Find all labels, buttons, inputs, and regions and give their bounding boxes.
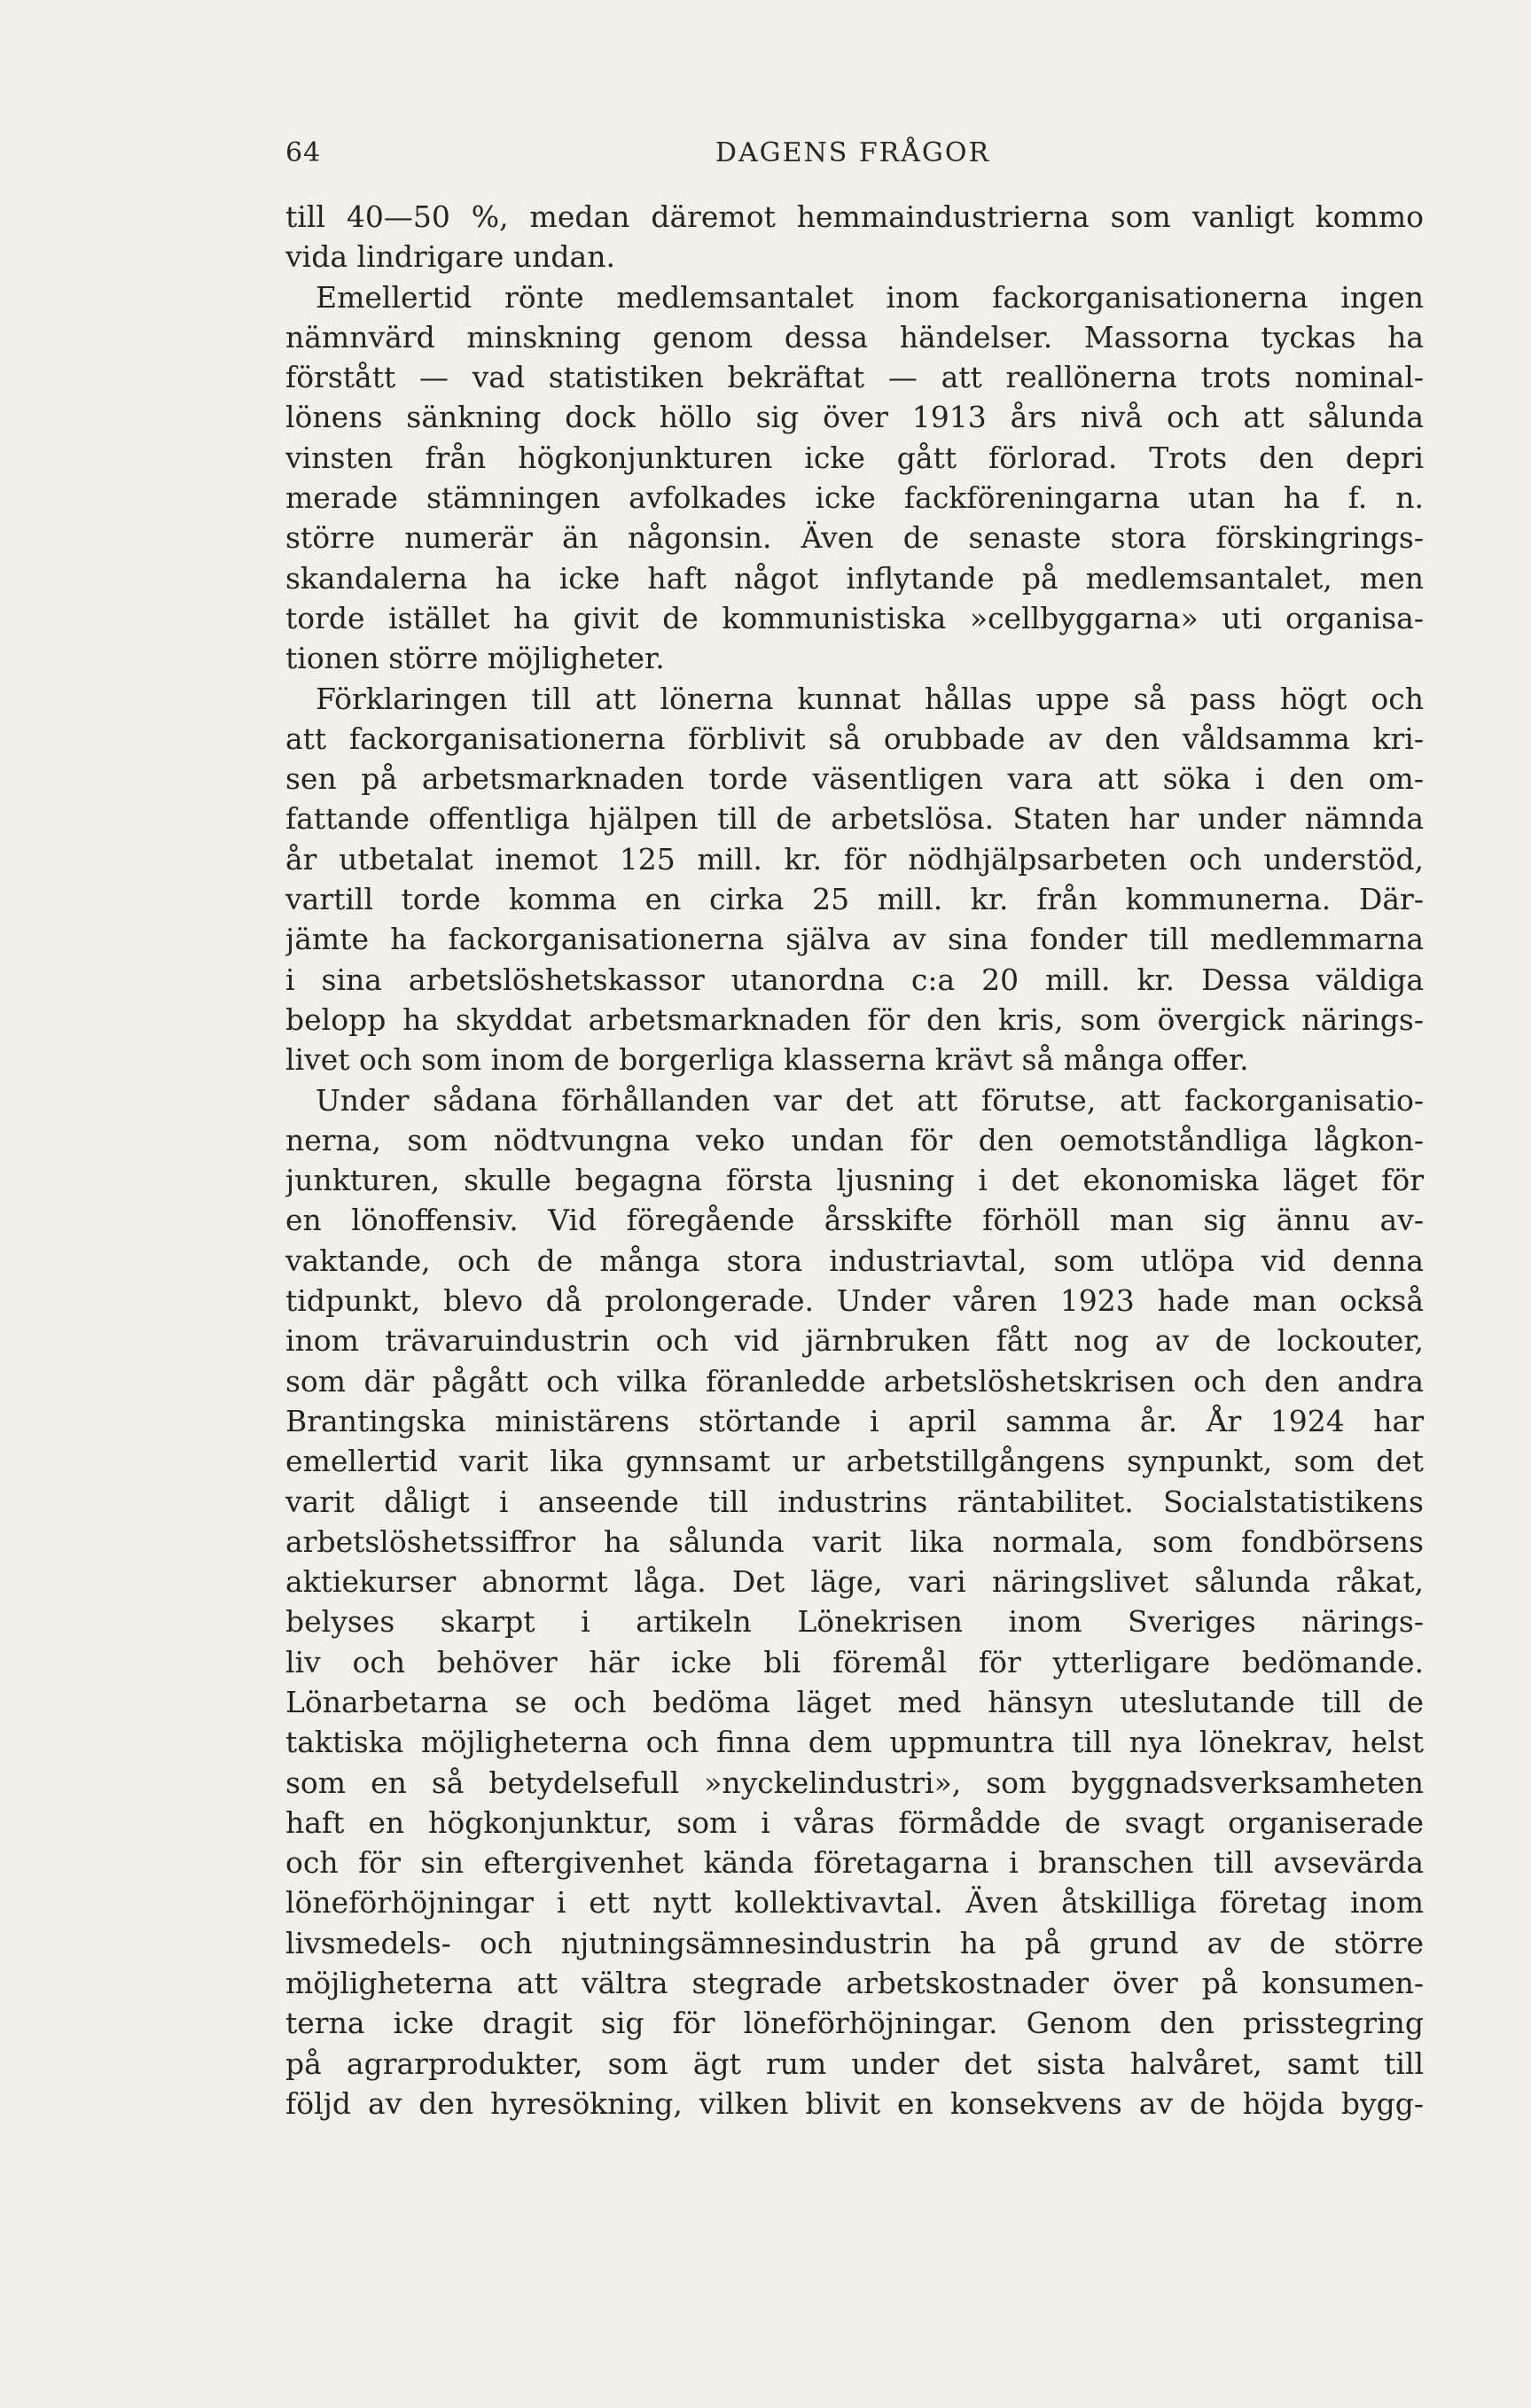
text-line: livet och som inom de borgerliga klasserna krävt så många offer.	[285, 1042, 1249, 1078]
text-line: följd av den hyresökning, vilken blivit en konsekvens av de höjda bygg-	[285, 2085, 1424, 2121]
text-line: att fackorganisationerna förblivit så orubbade av den våldsamma kri-	[285, 721, 1424, 756]
text-line: varit dåligt i anseende till industrins räntabilitet. Socialstatistikens	[285, 1484, 1424, 1519]
text-line: skandalerna ha icke haft något inflytande på medlemsantalet, men	[285, 560, 1424, 596]
text-line: på agrarprodukter, som ägt rum under det sista halvåret, samt till	[285, 2046, 1424, 2081]
text-line: terna icke dragit sig för löneförhöjningar. Genom den prisstegring	[285, 2006, 1424, 2041]
text-line: vartill torde komma en cirka 25 mill. kr. från kommunerna. Där-	[285, 882, 1424, 917]
text-line: liv och behöver här icke bli föremål för ytterligare bedömande.	[285, 1644, 1424, 1679]
text-line: som där pågått och vilka föranledde arbetslöshetskrisen och den andra	[285, 1363, 1424, 1399]
running-title: DAGENS FRÅGOR	[715, 137, 991, 168]
text-line: taktiska möjligheterna och finna dem uppmuntra till nya lönekrav, helst	[285, 1725, 1424, 1760]
text-line: år utbetalat inemot 125 mill. kr. för nödhjälpsarbeten och understöd,	[285, 841, 1424, 877]
text-line: Förklaringen till att lönerna kunnat hållas uppe så pass högt och	[316, 681, 1424, 716]
text-line: arbetslöshetssiffror ha sålunda varit lika normala, som fondbörsens	[285, 1524, 1424, 1559]
text-line: tidpunkt, blevo då prolongerade. Under våren 1923 hade man också	[285, 1283, 1424, 1319]
text-line: möjligheterna att vältra stegrade arbetskostnader över på konsumen-	[285, 1966, 1424, 2001]
text-line: som en så betydelsefull »nyckelindustri», som byggnadsverksamheten	[285, 1765, 1424, 1800]
text-line: större numerär än någonsin. Även de senaste stora förskingrings-	[285, 520, 1424, 556]
text-line: en lönoffensiv. Vid föregående årsskifte förhöll man sig ännu av-	[285, 1203, 1424, 1238]
text-line: förstått — vad statistiken bekräftat — att reallönerna trots nominal-	[285, 360, 1424, 395]
text-line: lönens sänkning dock höllo sig över 1913 års nivå och att sålunda	[285, 400, 1424, 435]
text-line: vaktande, och de många stora industriavtal, som utlöpa vid denna	[285, 1243, 1424, 1278]
text-line: löneförhöjningar i ett nytt kollektivavtal. Även åtskilliga företag inom	[285, 1885, 1424, 1921]
text-line: emellertid varit lika gynnsamt ur arbetstillgångens synpunkt, som det	[285, 1444, 1424, 1479]
text-line: till 40—50 %, medan däremot hemmaindustrierna som vanligt kommo	[285, 199, 1424, 234]
text-line: nerna, som nödtvungna veko undan för den oemotståndliga lågkon-	[285, 1122, 1424, 1157]
text-line: torde istället ha givit de kommunistiska »cellbyggarna» uti organisa-	[285, 600, 1424, 635]
text-line: tionen större möjligheter.	[285, 641, 665, 676]
text-line: Under sådana förhållanden var det att förutse, att fackorganisatio-	[316, 1082, 1424, 1118]
text-line: jämte ha fackorganisationerna själva av sina fonder till medlemmarna	[285, 922, 1424, 957]
page-number: 64	[285, 137, 322, 168]
text-line: junkturen, skulle begagna första ljusning i det ekonomiska läget för	[285, 1163, 1424, 1198]
text-line: merade stämningen avfolkades icke fackföreningarna utan ha f. n.	[285, 480, 1424, 516]
text-line: sen på arbetsmarknaden torde väsentligen vara att söka i den om-	[285, 761, 1424, 797]
text-line: Brantingska ministärens störtande i april samma år. År 1924 har	[285, 1403, 1424, 1438]
text-line: nämnvärd minskning genom dessa händelser. Massorna tyckas ha	[285, 319, 1424, 355]
text-line: vinsten från högkonjunkturen icke gått förlorad. Trots den depri	[285, 440, 1424, 475]
body-text	[285, 197, 1424, 2124]
text-line: livsmedels- och njutningsämnesindustrin ha på grund av de större	[285, 1925, 1424, 1960]
text-line: i sina arbetslöshetskassor utanordna c:a 20 mill. kr. Dessa väldiga	[285, 962, 1424, 997]
text-line: inom trävaruindustrin och vid järnbruken fått nog av de lockouter,	[285, 1323, 1424, 1359]
text-line: fattande offentliga hjälpen till de arbetslösa. Staten har under nämnda	[285, 801, 1424, 837]
text-line: haft en högkonjunktur, som i våras förmådde de svagt organiserade	[285, 1804, 1424, 1840]
text-line: Lönarbetarna se och bedöma läget med hänsyn uteslutande till de	[285, 1684, 1424, 1719]
text-line: och för sin eftergivenhet kända företagarna i branschen till avsevärda	[285, 1845, 1424, 1881]
page-header	[285, 137, 1420, 173]
text-line: vida lindrigare undan.	[285, 239, 615, 275]
text-line: aktiekurser abnormt låga. Det läge, vari näringslivet sålunda råkat,	[285, 1564, 1424, 1600]
text-line: belopp ha skyddat arbetsmarknaden för den kris, som övergick närings-	[285, 1001, 1424, 1037]
text-line: belyses skarpt i artikeln Lönekrisen inom Sveriges närings-	[285, 1604, 1424, 1640]
text-line: Emellertid rönte medlemsantalet inom fackorganisationerna ingen	[316, 279, 1424, 315]
